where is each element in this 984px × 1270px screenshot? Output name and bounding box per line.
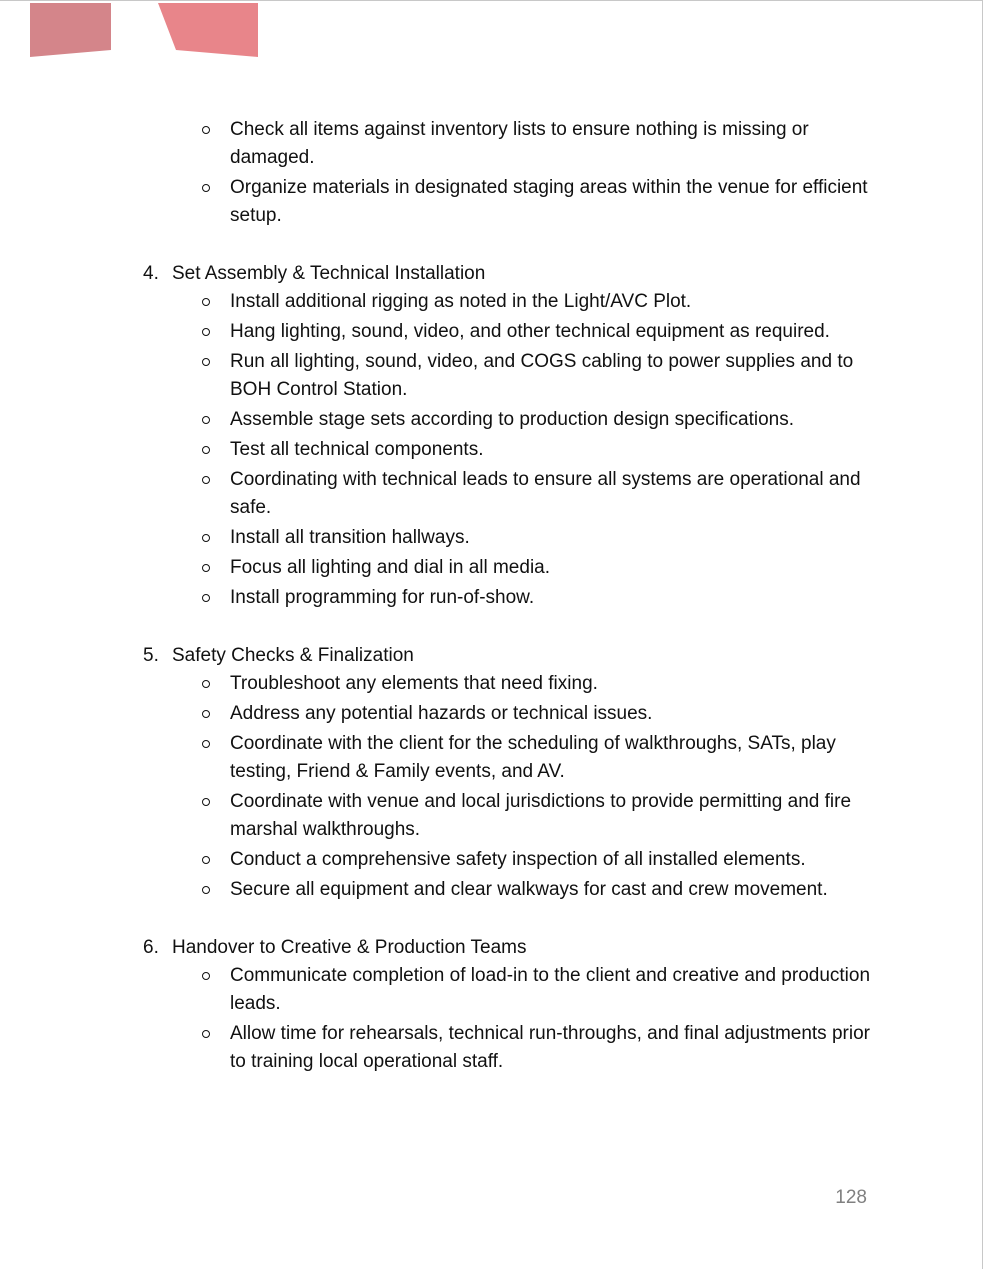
section-heading [143, 934, 883, 962]
numbered-sections [143, 260, 883, 1076]
hollow-bullet-icon [202, 856, 210, 864]
hollow-bullet-icon [202, 184, 210, 192]
list-item [230, 554, 883, 582]
hollow-bullet-icon [202, 126, 210, 134]
list-item [230, 116, 883, 172]
list-item [230, 436, 883, 464]
header-ribbon-decoration [0, 1, 270, 61]
hollow-bullet-icon [202, 328, 210, 336]
list-item-text: Communicate completion of load-in to the client and creative and production leads. [230, 965, 871, 1014]
ribbon-right-shape [158, 3, 258, 57]
section-4 [143, 260, 883, 612]
list-item-text: Install additional rigging as noted in the Light/AVC Plot. [230, 291, 692, 312]
section-title: Handover to Creative & Production Teams [172, 937, 527, 958]
hollow-bullet-icon [202, 710, 210, 718]
intro-bullet-list [143, 116, 883, 230]
list-item-text: Test all technical components. [230, 439, 484, 460]
list-item [230, 730, 883, 786]
section-bullet-list [143, 288, 883, 612]
list-item-text: Coordinate with the client for the scheduling of walkthroughs, SATs, play testing, Friend & Family events, and AV. [230, 733, 836, 782]
list-item [230, 174, 883, 230]
hollow-bullet-icon [202, 740, 210, 748]
list-item-text: Address any potential hazards or technical issues. [230, 703, 653, 724]
hollow-bullet-icon [202, 1030, 210, 1038]
list-item [230, 288, 883, 316]
section-title: Safety Checks & Finalization [172, 645, 414, 666]
section-number: 5. [143, 645, 159, 666]
section-5 [143, 642, 883, 904]
list-item-text: Assemble stage sets according to production design specifications. [230, 409, 794, 430]
list-item-text: Organize materials in designated staging areas within the venue for efficient setup. [230, 177, 868, 226]
section-bullet-list [143, 670, 883, 904]
section-bullet-list [143, 962, 883, 1076]
list-item-text: Check all items against inventory lists to ensure nothing is missing or damaged. [230, 119, 809, 168]
hollow-bullet-icon [202, 416, 210, 424]
hollow-bullet-icon [202, 446, 210, 454]
list-item [230, 962, 883, 1018]
list-item-text: Install programming for run-of-show. [230, 587, 535, 608]
list-item-text: Install all transition hallways. [230, 527, 470, 548]
list-item-text: Troubleshoot any elements that need fixing. [230, 673, 598, 694]
list-item [230, 466, 883, 522]
hollow-bullet-icon [202, 298, 210, 306]
hollow-bullet-icon [202, 476, 210, 484]
list-item [230, 1020, 883, 1076]
list-item-text: Allow time for rehearsals, technical run-throughs, and final adjustments prior to training local operational staff. [230, 1023, 870, 1072]
page-number: 128 [835, 1187, 867, 1208]
hollow-bullet-icon [202, 886, 210, 894]
hollow-bullet-icon [202, 594, 210, 602]
hollow-bullet-icon [202, 972, 210, 980]
list-item-text: Hang lighting, sound, video, and other technical equipment as required. [230, 321, 830, 342]
document-body [143, 116, 883, 1076]
list-item [230, 876, 883, 904]
section-6 [143, 934, 883, 1076]
list-item-text: Coordinating with technical leads to ensure all systems are operational and safe. [230, 469, 861, 518]
list-item [230, 584, 883, 612]
list-item-text: Secure all equipment and clear walkways for cast and crew movement. [230, 879, 828, 900]
list-item-text: Focus all lighting and dial in all media. [230, 557, 551, 578]
hollow-bullet-icon [202, 798, 210, 806]
hollow-bullet-icon [202, 564, 210, 572]
list-item [230, 788, 883, 844]
list-item [230, 524, 883, 552]
list-item [230, 700, 883, 728]
list-item [230, 846, 883, 874]
list-item-text: Conduct a comprehensive safety inspection of all installed elements. [230, 849, 806, 870]
list-item [230, 348, 883, 404]
section-number: 4. [143, 263, 159, 284]
section-heading [143, 642, 883, 670]
list-item [230, 670, 883, 698]
section-number: 6. [143, 937, 159, 958]
hollow-bullet-icon [202, 358, 210, 366]
intro-list-section [143, 116, 883, 230]
section-title: Set Assembly & Technical Installation [172, 263, 486, 284]
hollow-bullet-icon [202, 680, 210, 688]
list-item [230, 406, 883, 434]
hollow-bullet-icon [202, 534, 210, 542]
list-item [230, 318, 883, 346]
ribbon-left-shape [30, 3, 111, 57]
section-heading [143, 260, 883, 288]
list-item-text: Coordinate with venue and local jurisdictions to provide permitting and fire marshal walkthroughs. [230, 791, 852, 840]
list-item-text: Run all lighting, sound, video, and COGS cabling to power supplies and to BOH Control Station. [230, 351, 854, 400]
